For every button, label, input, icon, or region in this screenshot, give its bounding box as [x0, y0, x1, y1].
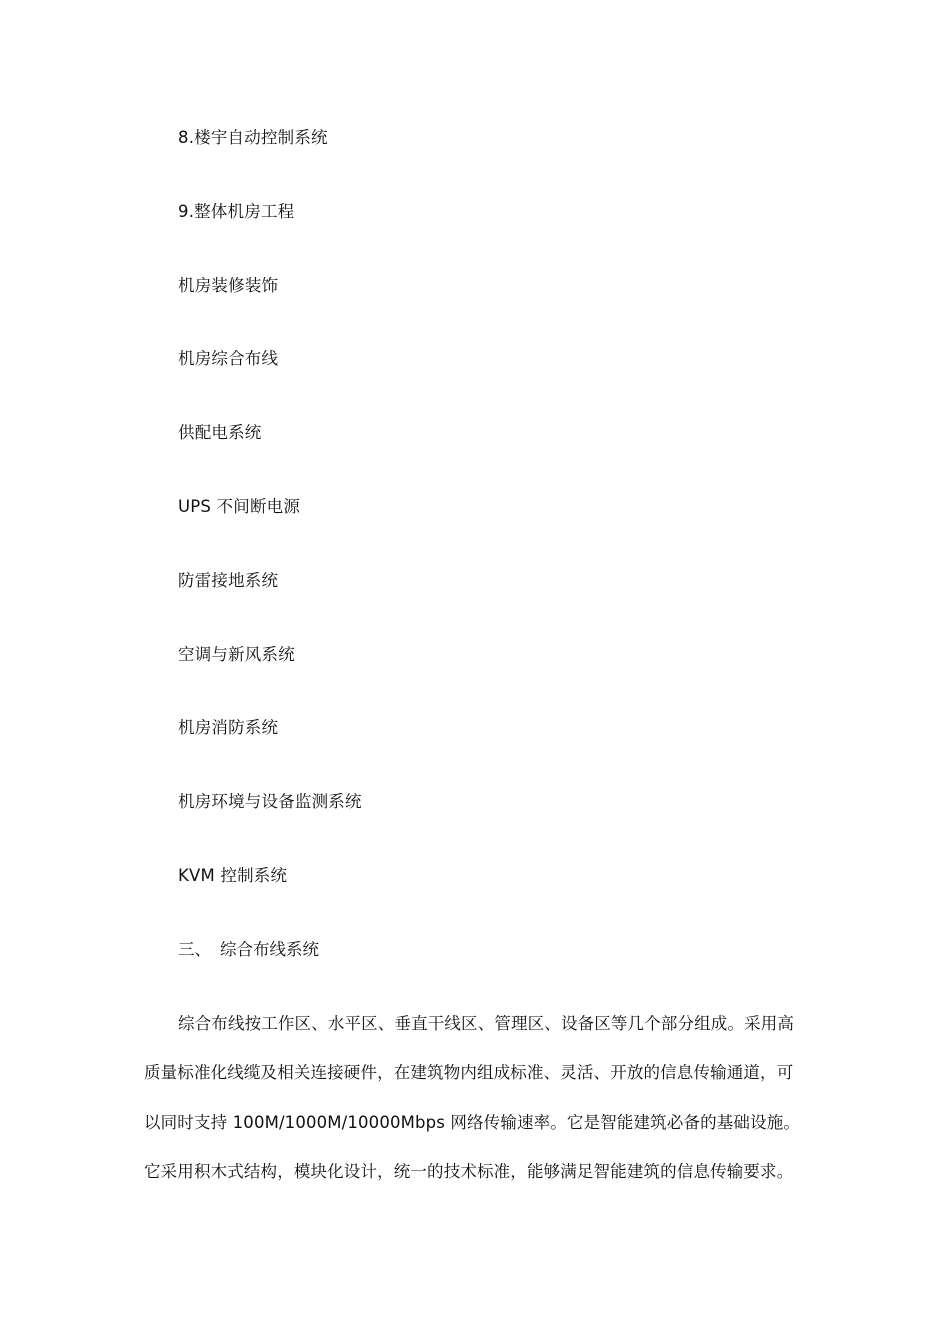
list-item-building-automation: 8.楼宇自动控制系统 [178, 128, 328, 147]
paragraph-line: 以同时支持 100M/1000M/10000Mbps 网络传输速率。它是智能建筑必备的基础设施。 [144, 1113, 801, 1132]
list-item-hvac: 空调与新风系统 [178, 645, 295, 664]
list-item-room-decoration: 机房装修装饰 [178, 276, 279, 295]
list-item-ups: UPS 不间断电源 [178, 497, 301, 516]
list-item-power-distribution: 供配电系统 [178, 423, 262, 442]
section-heading [178, 939, 319, 961]
section-number: 三、 [178, 940, 211, 959]
paragraph-line: 它采用积木式结构，模块化设计，统一的技术标准，能够满足智能建筑的信息传输要求。 [144, 1162, 794, 1181]
list-item-room-cabling: 机房综合布线 [178, 349, 279, 368]
section-title: 综合布线系统 [220, 940, 319, 959]
list-item-kvm: KVM 控制系统 [178, 866, 288, 885]
paragraph-line: 综合布线按工作区、水平区、垂直干线区、管理区、设备区等几个部分组成。采用高 [178, 1014, 795, 1033]
list-item-lightning-grounding: 防雷接地系统 [178, 571, 279, 590]
paragraph-line: 质量标准化线缆及相关连接硬件，在建筑物内组成标准、灵活、开放的信息传输通道，可 [144, 1063, 794, 1082]
list-item-fire-protection: 机房消防系统 [178, 718, 279, 737]
list-item-server-room-project: 9.整体机房工程 [178, 202, 295, 221]
list-item-environment-monitoring: 机房环境与设备监测系统 [178, 792, 362, 811]
